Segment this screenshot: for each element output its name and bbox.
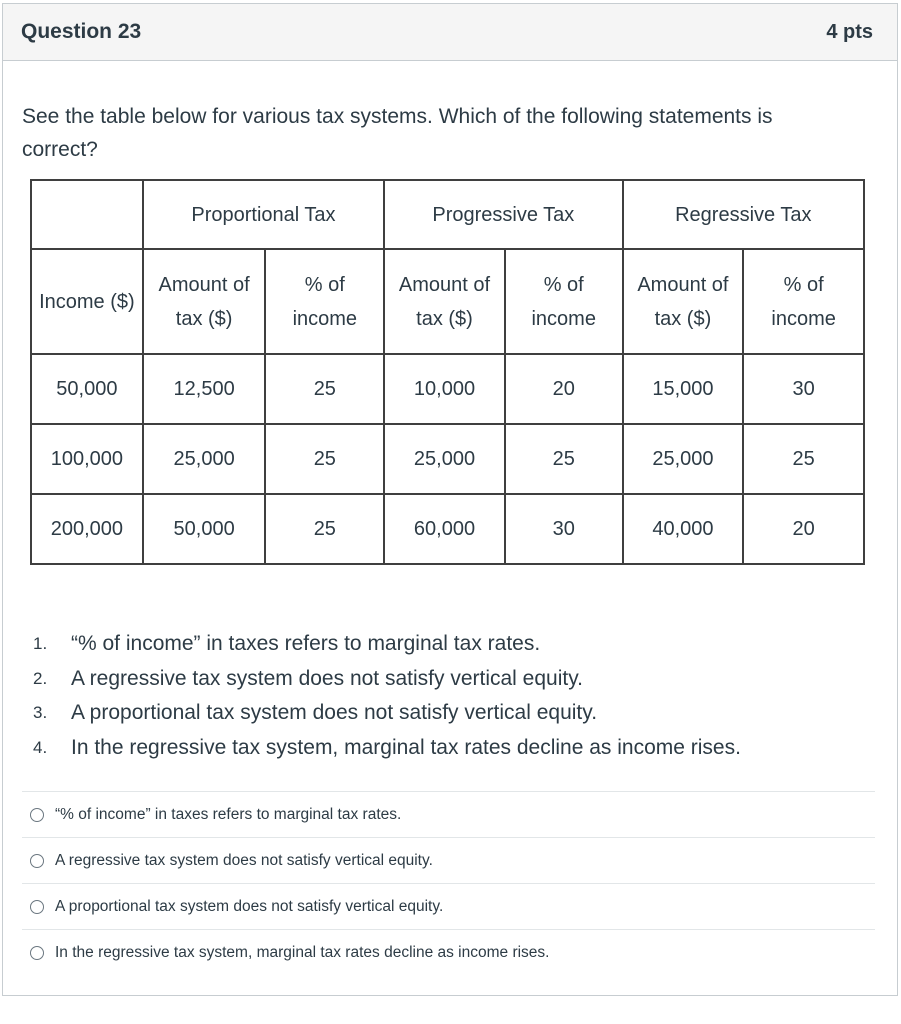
table-cell: 25,000 — [623, 424, 744, 494]
table-cell: 30 — [743, 354, 864, 424]
subheader-line: Amount of — [158, 273, 250, 296]
tax-systems-table — [30, 179, 865, 565]
table-row — [31, 424, 864, 494]
table-cell: 30 — [505, 494, 623, 564]
subheader-line: Amount of — [637, 273, 729, 296]
table-row — [31, 494, 864, 564]
table-cell: 25,000 — [143, 424, 266, 494]
statement-item — [33, 731, 741, 766]
radio-button[interactable] — [30, 854, 44, 868]
subheader-line: income — [531, 307, 596, 330]
table-cell: 20 — [505, 354, 623, 424]
question-title: Question 23 — [21, 20, 142, 43]
question-prompt: See the table below for various tax systems. Which of the following statements is correct? — [22, 105, 773, 161]
radio-button[interactable] — [30, 808, 44, 822]
statement-number: 4. — [33, 737, 48, 757]
table-cell: 50,000 — [31, 354, 143, 424]
table-cell: 60,000 — [384, 494, 505, 564]
statement-list — [33, 627, 741, 765]
statement-number: 3. — [33, 703, 48, 722]
table-cell: 25 — [265, 424, 384, 494]
table-cell: 12,500 — [143, 354, 266, 424]
radio-button[interactable] — [30, 900, 44, 914]
subheader-line: % of — [304, 273, 345, 296]
subheader-line: tax ($) — [175, 307, 233, 330]
header-regressive-tax: Regressive Tax — [623, 180, 864, 249]
proportional-pct-header — [265, 249, 384, 354]
answer-label[interactable]: “% of income” in taxes refers to marginal tax rates. — [55, 805, 402, 823]
statement-text: A regressive tax system does not satisfy vertical equity. — [71, 666, 583, 690]
table-cell: 20 — [743, 494, 864, 564]
table-cell: 25 — [505, 424, 623, 494]
statement-text: A proportional tax system does not satisfy vertical equity. — [71, 701, 598, 724]
table-cell: 100,000 — [31, 424, 143, 494]
statement-text: In the regressive tax system, marginal tax rates decline as income rises. — [71, 735, 741, 759]
question-card — [2, 3, 898, 996]
question-header — [3, 4, 897, 61]
answer-options — [22, 791, 875, 975]
table-cell: 15,000 — [623, 354, 744, 424]
answer-option-3[interactable] — [22, 883, 875, 929]
proportional-amount-header — [143, 249, 266, 354]
answer-label[interactable]: A proportional tax system does not satisfy vertical equity. — [55, 897, 444, 915]
question-points: 4 pts — [826, 20, 873, 43]
table-cell: 200,000 — [31, 494, 143, 564]
answer-option-4[interactable] — [22, 929, 875, 975]
statement-item — [33, 627, 741, 662]
table-cell: 25 — [265, 354, 384, 424]
progressive-amount-header — [384, 249, 505, 354]
table-row — [31, 354, 864, 424]
subheader-line: tax ($) — [416, 307, 473, 330]
table-header-row — [31, 180, 864, 249]
subheader-line: tax ($) — [654, 307, 712, 330]
table-cell: 25 — [743, 424, 864, 494]
table-corner-cell — [31, 180, 143, 249]
statement-item — [33, 662, 741, 697]
table-cell: 25 — [265, 494, 384, 564]
table-subheader-row — [31, 249, 864, 354]
statement-number: 2. — [33, 668, 48, 688]
statement-item — [33, 696, 741, 731]
regressive-pct-header — [743, 249, 864, 354]
subheader-line: income — [771, 307, 836, 330]
table-cell: 40,000 — [623, 494, 744, 564]
subheader-line: income — [292, 307, 358, 330]
subheader-line: % of — [543, 273, 584, 296]
subheader-line: % of — [783, 273, 824, 296]
radio-button[interactable] — [30, 946, 44, 960]
header-proportional-tax: Proportional Tax — [143, 180, 384, 249]
table-cell: 50,000 — [143, 494, 266, 564]
subheader-line: Amount of — [398, 273, 491, 296]
progressive-pct-header — [505, 249, 623, 354]
table-cell: 25,000 — [384, 424, 505, 494]
statement-number: 1. — [33, 634, 48, 653]
income-header: Income ($) — [31, 249, 143, 354]
answer-label[interactable]: A regressive tax system does not satisfy vertical equity. — [55, 851, 433, 869]
answer-option-1[interactable] — [22, 791, 875, 837]
regressive-amount-header — [623, 249, 744, 354]
answer-option-2[interactable] — [22, 837, 875, 883]
table-cell: 10,000 — [384, 354, 505, 424]
header-progressive-tax: Progressive Tax — [384, 180, 622, 249]
statement-text: “% of income” in taxes refers to marginal tax rates. — [71, 632, 541, 655]
answer-label[interactable]: In the regressive tax system, marginal tax rates decline as income rises. — [55, 943, 550, 961]
